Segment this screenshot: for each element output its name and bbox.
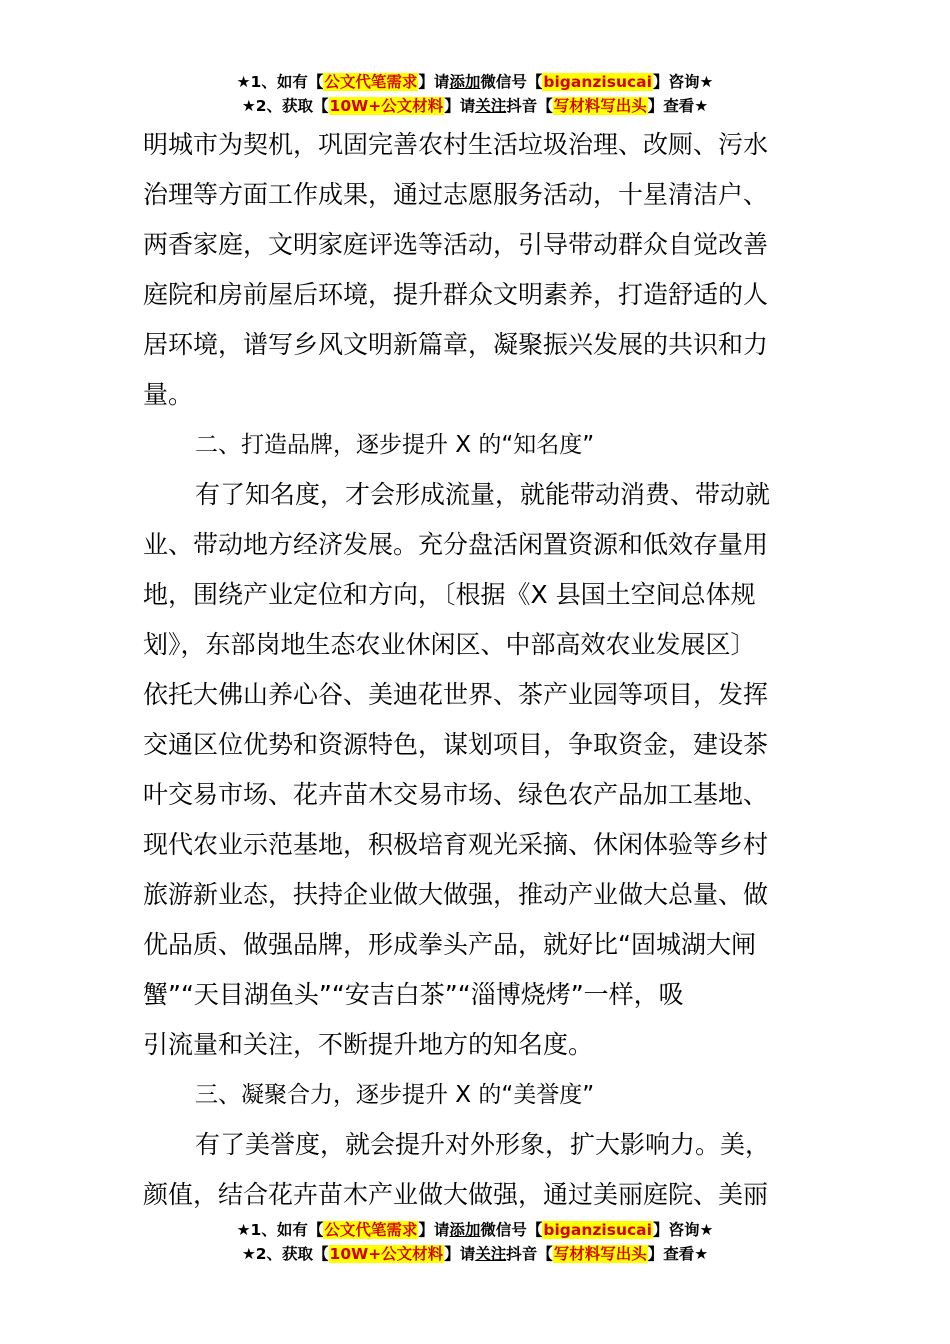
section-heading-3: 三、凝聚合力，逐步提升 X 的“美誉度” — [195, 1082, 595, 1108]
header-line-2: ★2、获取【10W+公文材料】请关注抖音【写材料写出头】查看★ — [241, 97, 709, 115]
highlight-douyin: 写材料写出头 — [553, 97, 647, 115]
highlight-service: 公文代笔需求 — [324, 1221, 418, 1239]
highlight-wechat-id: biganzisucai — [543, 1221, 652, 1239]
document-body — [143, 120, 811, 1220]
star-icon: ★ — [236, 73, 251, 91]
header-line-1: ★1、如有【公文代笔需求】请添加微信号【biganzisucai】咨询★ — [236, 73, 714, 91]
highlight-materials: 10W+公文材料 — [329, 1245, 444, 1263]
paragraph-3: 有了美誉度，就会提升对外形象，扩大影响力。美， 颜值，结合花卉苗木产业做大做强，通过美丽庭院、美丽 — [143, 1130, 771, 1209]
section-heading-2: 二、打造品牌，逐步提升 X 的“知名度” — [195, 432, 595, 458]
footer-line-2: ★2、获取【10W+公文材料】请关注抖音【写材料写出头】查看★ — [241, 1245, 709, 1263]
highlight-materials: 10W+公文材料 — [329, 97, 444, 115]
footer-line-1: ★1、如有【公文代笔需求】请添加微信号【biganzisucai】咨询★ — [236, 1221, 714, 1239]
star-icon: ★ — [241, 1245, 256, 1263]
star-icon: ★ — [236, 1221, 251, 1239]
footer-banner — [0, 1218, 950, 1266]
highlight-service: 公文代笔需求 — [324, 73, 418, 91]
highlight-wechat-id: biganzisucai — [543, 73, 652, 91]
header-banner — [0, 70, 950, 118]
highlight-douyin: 写材料写出头 — [553, 1245, 647, 1263]
star-icon: ★ — [241, 97, 256, 115]
paragraph-1: 明城市为契机，巩固完善农村生活垃圾治理、改厕、污水 治理等方面工作成果，通过志愿服务活动，十星清洁户、 两香家庭，文明家庭评选等活动，引导带动群众自觉改善 庭院和房前屋后环境，提升群众文明素养，打造舒适的人 居环境，谱写乡风文明新篇章，凝聚振兴发展的共识和力 量。 — [143, 130, 769, 409]
paragraph-2: 有了知名度，才会形成流量，就能带动消费、带动就 业、带动地方经济发展。充分盘活闲置资源和低效存量用 地，围绕产业定位和方向，〔根据《X 县国土空间总体规 划》，东部岗地生态农业休闲区、中部高效农业发展区〕 依托大佛山养心谷、美迪花世界、茶产业园等项目，发挥 交通区位优势和资源特色，谋划项目，争取资金，建设茶 叶交易市场、花卉苗木交易市场、绿色农产品加工基地、 现代农业示范基地，积极培育观光采摘、休闲体验等乡村 旅游新业态，扶持企业做大做强，推动产业做大总量、做 优品质、做强品牌，形成拳头产品，就好比“固城湖大闸 蟹”“天目湖鱼头”“安吉白茶”“淄博烧烤”一样，吸 引流量和关注，不断提升地方的知名度。 — [143, 480, 771, 1059]
